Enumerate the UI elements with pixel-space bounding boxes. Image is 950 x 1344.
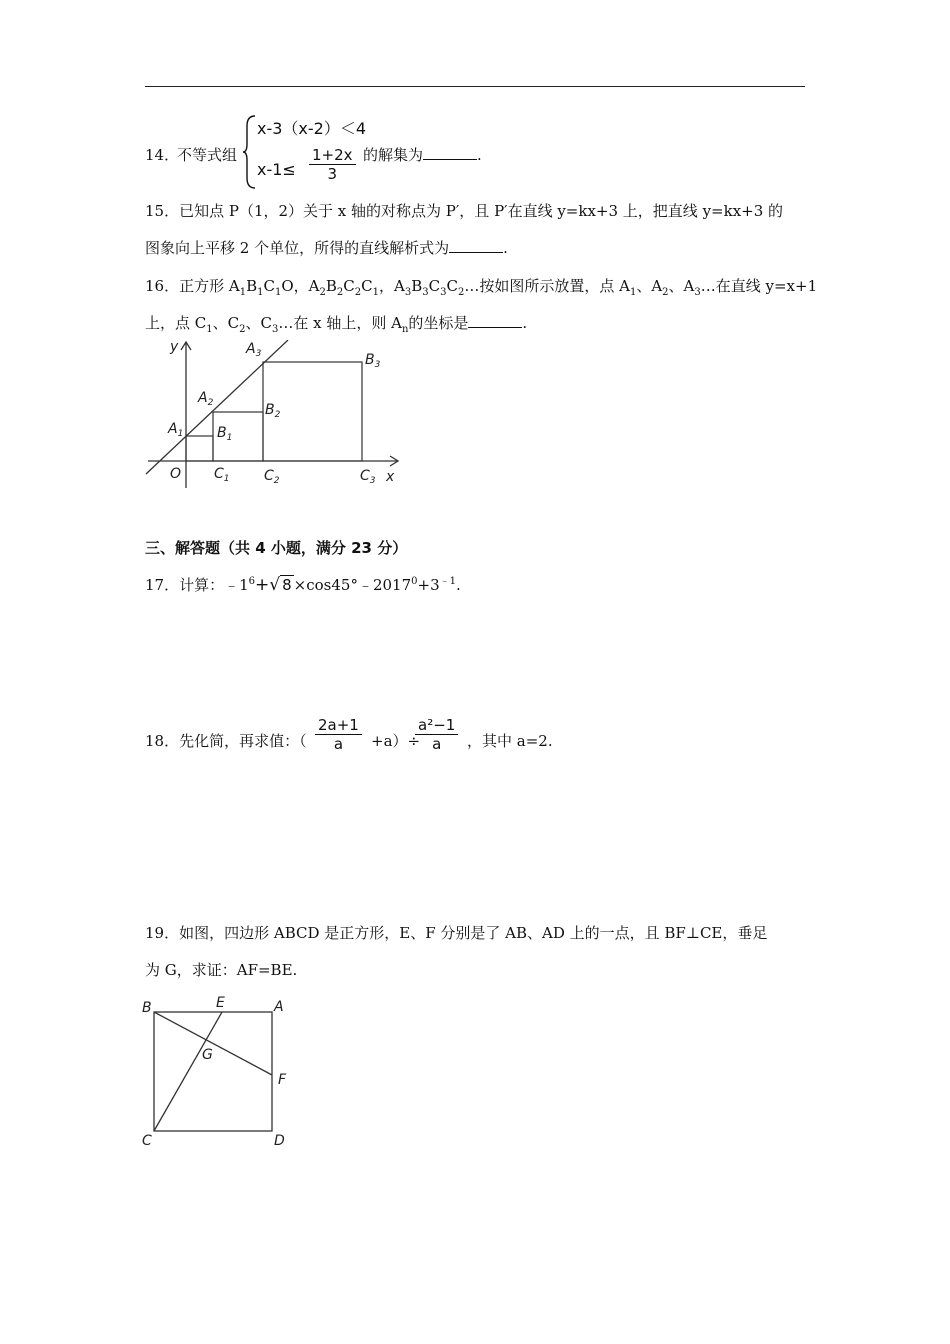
q19-line-2: 为 G，求证：AF=BE. xyxy=(145,961,298,979)
svg-text:B1: $B_1$ xyxy=(217,425,233,443)
q14-suffix-text: 的解集为 xyxy=(363,146,424,164)
svg-text:C1: $C_1$ xyxy=(214,466,230,484)
figure-squares-on-line xyxy=(140,340,410,490)
q15-answer-blank xyxy=(449,251,503,253)
q19-line-1: 19．如图，四边形 ABCD 是正方形，E、F 分别是了 AB、AD 上的一点，且 BF⊥CE，垂足 xyxy=(145,924,768,942)
q14-frac-num: 1+2x xyxy=(309,146,356,165)
svg-text:F: F xyxy=(278,1072,287,1088)
svg-text:C2: $C_2$ xyxy=(264,468,280,486)
segment-bf xyxy=(154,1012,272,1075)
svg-text:x: x xyxy=(386,469,395,485)
svg-text:C3: $C_3$ xyxy=(360,468,376,486)
svg-text:D: D xyxy=(274,1133,285,1149)
q14-brace xyxy=(243,114,257,190)
svg-text:B: B xyxy=(142,1000,152,1016)
q14-end: . xyxy=(477,146,482,164)
q15-line-1: 15．已知点 P（1，2）关于 x 轴的对称点为 P′，且 P′在直线 y=kx+3 上，把直线 y=kx+3 的 xyxy=(145,202,784,220)
q14-suffix xyxy=(363,144,482,165)
q14-prefix: 不等式组 xyxy=(177,146,238,164)
svg-text:G: G xyxy=(202,1047,213,1063)
q15-line-2 xyxy=(145,237,508,258)
q14-inequality-2-left: x-1≤ xyxy=(257,160,296,179)
q16-answer-blank xyxy=(468,326,522,328)
question-17: 17．计算：$﹣1^6+√$ $8 \times\cos 45^\circ﹣2017^0+3^{﹣1}$. xyxy=(145,575,461,595)
q18-fraction-2: $\frac{\text{a²−1}}{a}$ xyxy=(413,716,460,753)
svg-text:E: E xyxy=(216,995,225,1011)
q16-line-1: 16．正方形 $A_1B_1C_1O$，$A_2B_2C_2C_1$，$A_3B_3C_3C_2\dots$按如图所示放置，点 $A_1$、$A_2$、$A_3\dots$在直线 y=x+1 xyxy=(145,277,818,298)
header-rule xyxy=(145,86,805,87)
square-1 xyxy=(186,436,213,461)
q18-mid: +a）÷ xyxy=(371,732,421,750)
section-3-title: 三、解答题（共 4 小题，满分 23 分） xyxy=(145,539,408,557)
square-abcd xyxy=(154,1012,272,1131)
svg-text:A: A xyxy=(274,999,284,1015)
svg-text:C: C xyxy=(142,1133,152,1149)
svg-text:A3: $A_3$ xyxy=(246,341,262,359)
q15-end: . xyxy=(503,239,508,257)
q18-fraction-1: $\frac{2a+1}{a}$ xyxy=(313,716,364,753)
svg-text:y: y xyxy=(170,340,179,355)
svg-text:B2: $B_2$ xyxy=(265,402,281,420)
q16-line-2: 上，点 $C_1$、$C_2$、$C_3\dots$在 x 轴上，则 $A_n$的坐标是 . xyxy=(145,314,528,335)
q14-fraction xyxy=(307,146,358,183)
q18-prefix: 18．先化简，再求值：（ xyxy=(145,732,307,750)
question-14 xyxy=(145,112,545,192)
q18-suffix: ，其中 a=2. xyxy=(467,732,553,750)
q14-number: 14． xyxy=(145,146,180,164)
q14-inequality-1: x-3（x-2）＜4 xyxy=(257,119,367,138)
q15-line-2-text: 图象向上平移 2 个单位，所得的直线解析式为 xyxy=(145,239,450,257)
svg-text:B3: $B_3$ xyxy=(365,352,381,370)
svg-text:O: O xyxy=(170,466,182,482)
q14-frac-den: 3 xyxy=(327,165,338,183)
svg-text:A1: $A_1$ xyxy=(168,421,184,439)
q14-answer-blank xyxy=(423,158,477,160)
q17-radicand: 8 xyxy=(282,576,292,594)
svg-text:A2: $A_2$ xyxy=(198,390,214,408)
figure-square-abcd xyxy=(138,992,308,1152)
